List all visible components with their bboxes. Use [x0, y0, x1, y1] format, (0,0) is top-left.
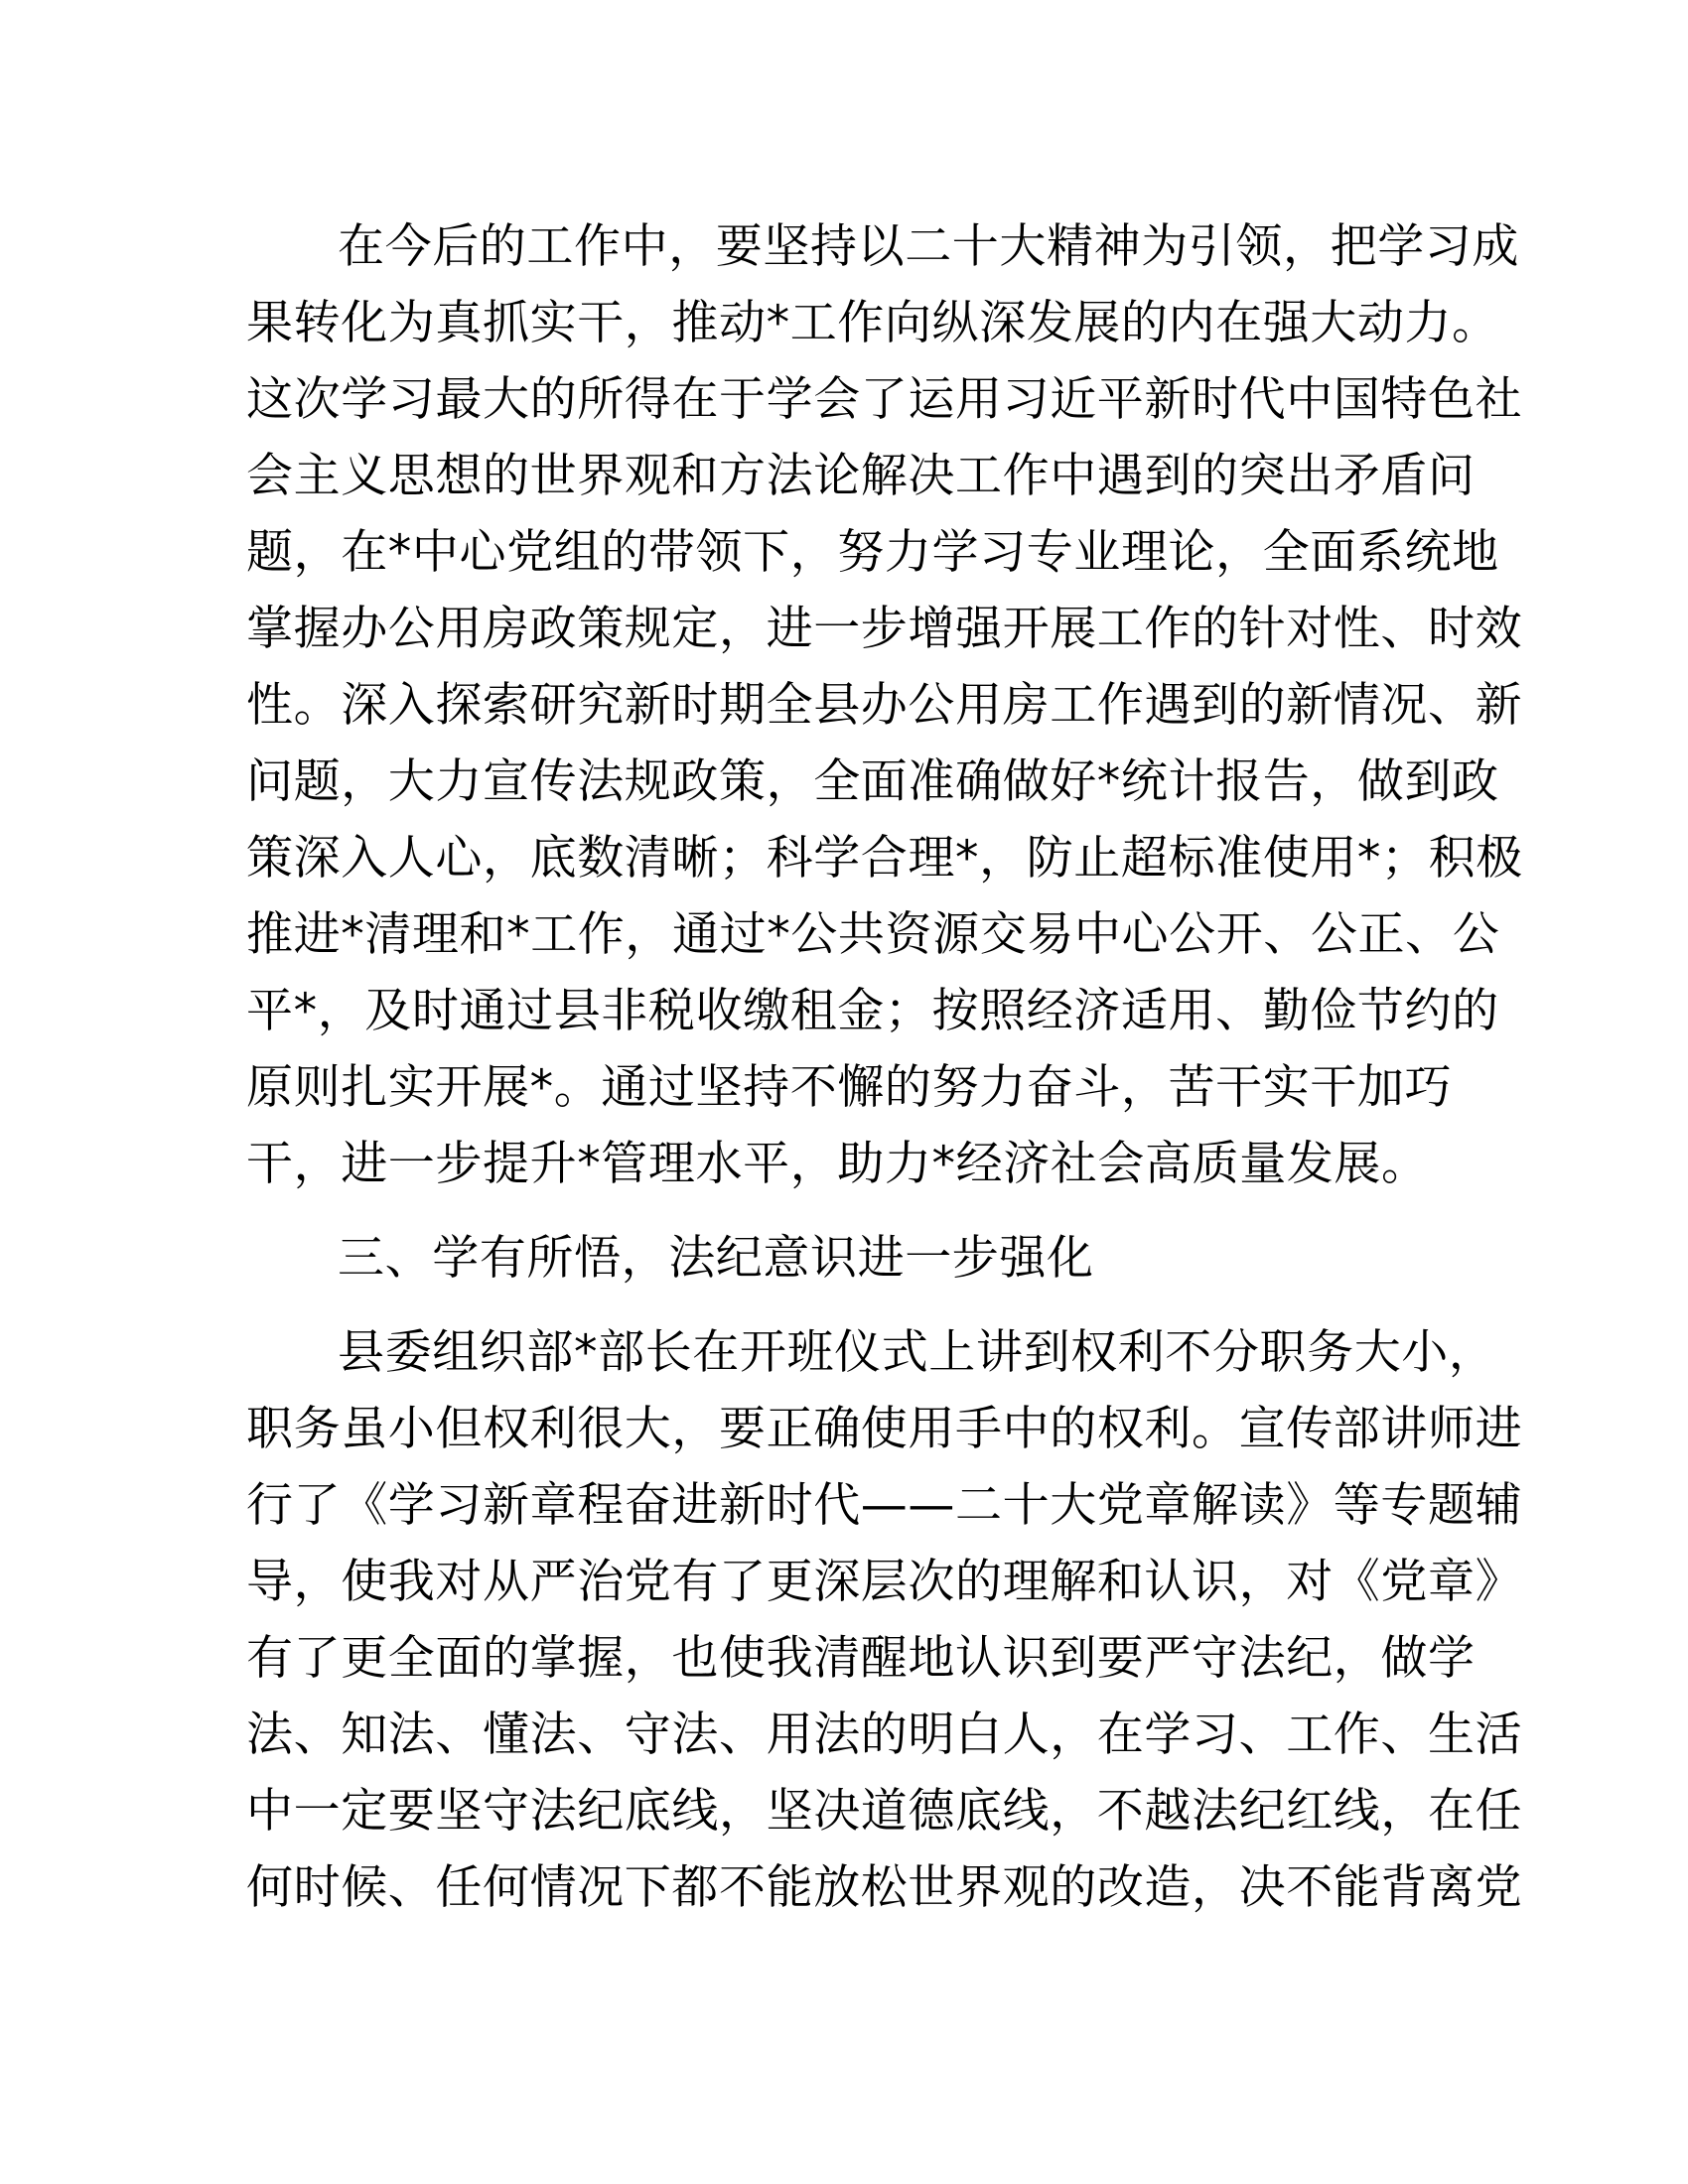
- paragraph-line: 题，在*中心党组的带领下，努力学习专业理论，全面系统地: [246, 525, 1499, 580]
- paragraph-spacer: [246, 1297, 1438, 1314]
- section-heading: 三、学有所悟，法纪意识进一步强化: [338, 1231, 1094, 1286]
- paragraph-line: 会主义思想的世界观和方法论解决工作中遇到的突出矛盾问: [246, 449, 1476, 503]
- paragraph-line: 行了《学习新章程奋进新时代——二十大党章解读》等专题辅: [246, 1478, 1523, 1533]
- paragraph-line: 果转化为真抓实干，推动*工作向纵深发展的内在强大动力。: [246, 296, 1499, 350]
- paragraph-line: 问题，大力宣传法规政策，全面准确做好*统计报告，做到政: [246, 754, 1499, 809]
- paragraph-line: 这次学习最大的所得在于学会了运用习近平新时代中国特色社: [246, 372, 1523, 427]
- paragraph-line: 推进*清理和*工作，通过*公共资源交易中心公开、公正、公: [246, 907, 1500, 962]
- paragraph-line: 何时候、任何情况下都不能放松世界观的改造，决不能背离党: [246, 1860, 1523, 1915]
- paragraph-line: 掌握办公用房政策规定，进一步增强开展工作的针对性、时效: [246, 602, 1523, 656]
- paragraph-line: 策深入人心，底数清晰；科学合理*，防止超标准使用*；积极: [246, 831, 1523, 886]
- paragraph-line: 平*，及时通过县非税收缴租金；按照经济适用、勤俭节约的: [246, 984, 1499, 1038]
- paragraph-line: 中一定要坚守法纪底线，坚决道德底线，不越法纪红线，在任: [246, 1784, 1523, 1839]
- paragraph-spacer: [246, 1202, 1438, 1220]
- paragraph-line: 在今后的工作中，要坚持以二十大精神为引领，把学习成: [338, 219, 1519, 274]
- document-body: [246, 208, 1523, 1926]
- paragraph-line: 法、知法、懂法、守法、用法的明白人，在学习、工作、生活: [246, 1707, 1523, 1762]
- paragraph-line: 导，使我对从严治党有了更深层次的理解和认识，对《党章》: [246, 1555, 1523, 1609]
- paragraph-line: 有了更全面的掌握，也使我清醒地认识到要严守法纪，做学: [246, 1631, 1476, 1686]
- paragraph-line: 原则扎实开展*。通过坚持不懈的努力奋斗，苦干实干加巧: [246, 1060, 1453, 1115]
- paragraph-line: 干，进一步提升*管理水平，助力*经济社会高质量发展。: [246, 1137, 1429, 1191]
- paragraph-law-discipline: [246, 1314, 1523, 1926]
- paragraph-work-outlook: [246, 208, 1523, 1202]
- paragraph-line: 县委组织部*部长在开班仪式上讲到权利不分职务大小，: [338, 1325, 1496, 1380]
- paragraph-line: 性。深入探索研究新时期全县办公用房工作遇到的新情况、新: [246, 678, 1523, 733]
- paragraph-line: 职务虽小但权利很大，要正确使用手中的权利。宣传部讲师进: [246, 1402, 1523, 1456]
